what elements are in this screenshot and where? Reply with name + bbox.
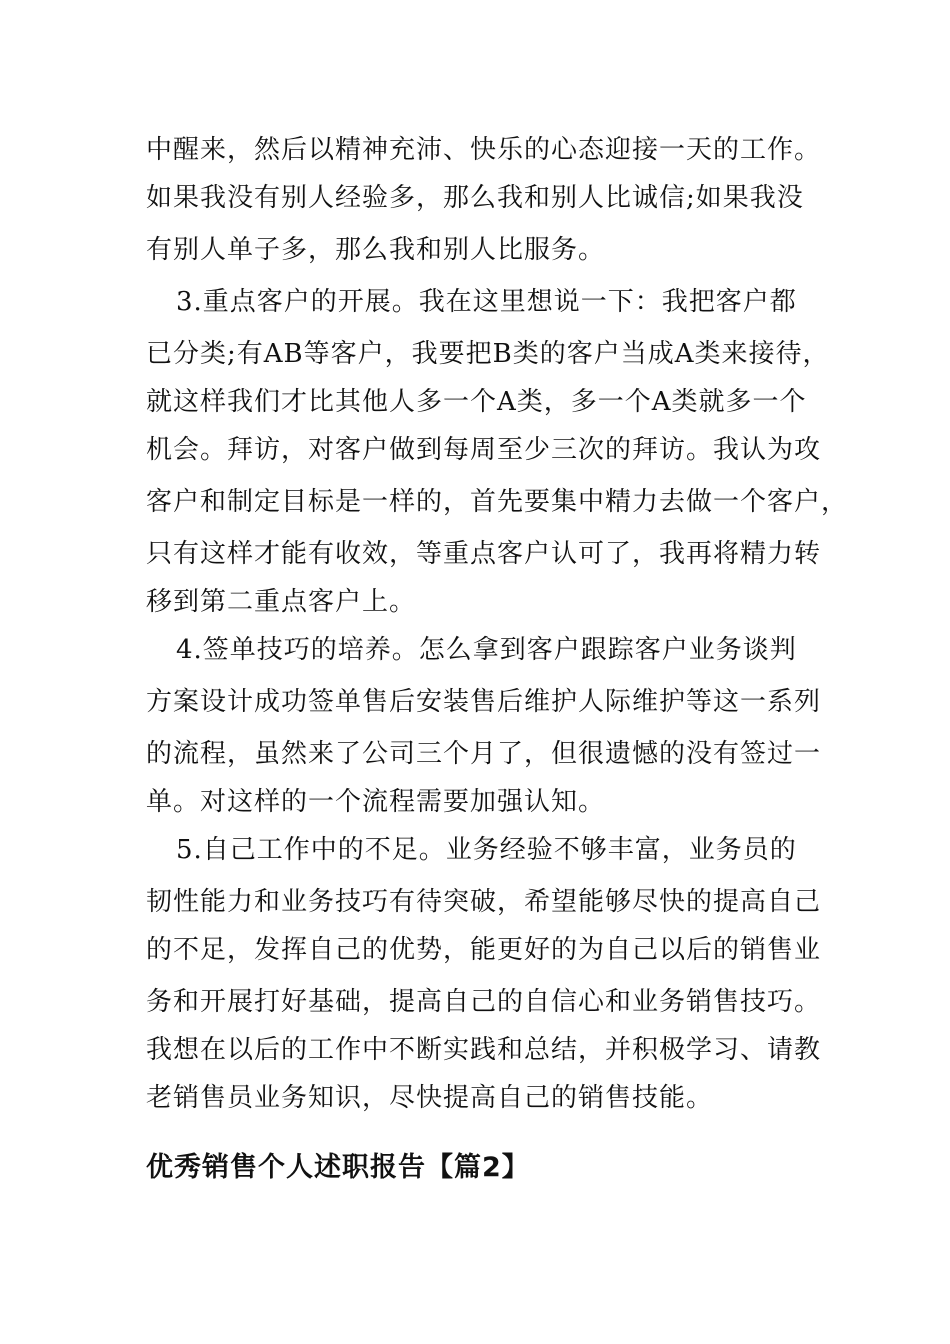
paragraph-line: 单。对这样的一个流程需要加强认知。 — [146, 787, 606, 817]
list-item-4-line: 4.签单技巧的培养。怎么拿到客户跟踪客户业务谈判 — [176, 635, 797, 665]
paragraph-line: 我想在以后的工作中不断实践和总结，并积极学习、请教 — [146, 1035, 822, 1065]
paragraph-line: 务和开展打好基础，提高自己的自信心和业务销售技巧。 — [146, 987, 822, 1017]
paragraph-line: 只有这样才能有收效，等重点客户认可了，我再将精力转 — [146, 539, 822, 569]
section-heading: 优秀销售个人述职报告【篇2】 — [146, 1152, 530, 1183]
paragraph-line: 韧性能力和业务技巧有待突破，希望能够尽快的提高自己 — [146, 887, 822, 917]
list-item-5-line: 5.自己工作中的不足。业务经验不够丰富，业务员的 — [176, 835, 797, 865]
paragraph-line: 的不足，发挥自己的优势，能更好的为自己以后的销售业 — [146, 935, 822, 965]
paragraph-line: 客户和制定目标是一样的，首先要集中精力去做一个客户， — [146, 487, 849, 517]
paragraph-line: 中醒来，然后以精神充沛、快乐的心态迎接一天的工作。 — [146, 135, 822, 165]
paragraph-line: 已分类;有AB等客户，我要把B类的客户当成A类来接待， — [146, 339, 830, 369]
paragraph-line: 就这样我们才比其他人多一个A类，多一个A类就多一个 — [146, 387, 807, 417]
paragraph-line: 方案设计成功签单售后安装售后维护人际维护等这一系列 — [146, 687, 822, 717]
paragraph-line: 如果我没有别人经验多，那么我和别人比诚信;如果我没 — [146, 183, 804, 213]
paragraph-line: 移到第二重点客户上。 — [146, 587, 417, 617]
paragraph-line: 老销售员业务知识，尽快提高自己的销售技能。 — [146, 1083, 714, 1113]
paragraph-line: 的流程，虽然来了公司三个月了，但很遗憾的没有签过一 — [146, 739, 822, 769]
paragraph-line: 有别人单子多，那么我和别人比服务。 — [146, 235, 606, 265]
list-item-3-line: 3.重点客户的开展。我在这里想说一下：我把客户都 — [176, 287, 797, 317]
paragraph-line: 机会。拜访，对客户做到每周至少三次的拜访。我认为攻 — [146, 435, 822, 465]
